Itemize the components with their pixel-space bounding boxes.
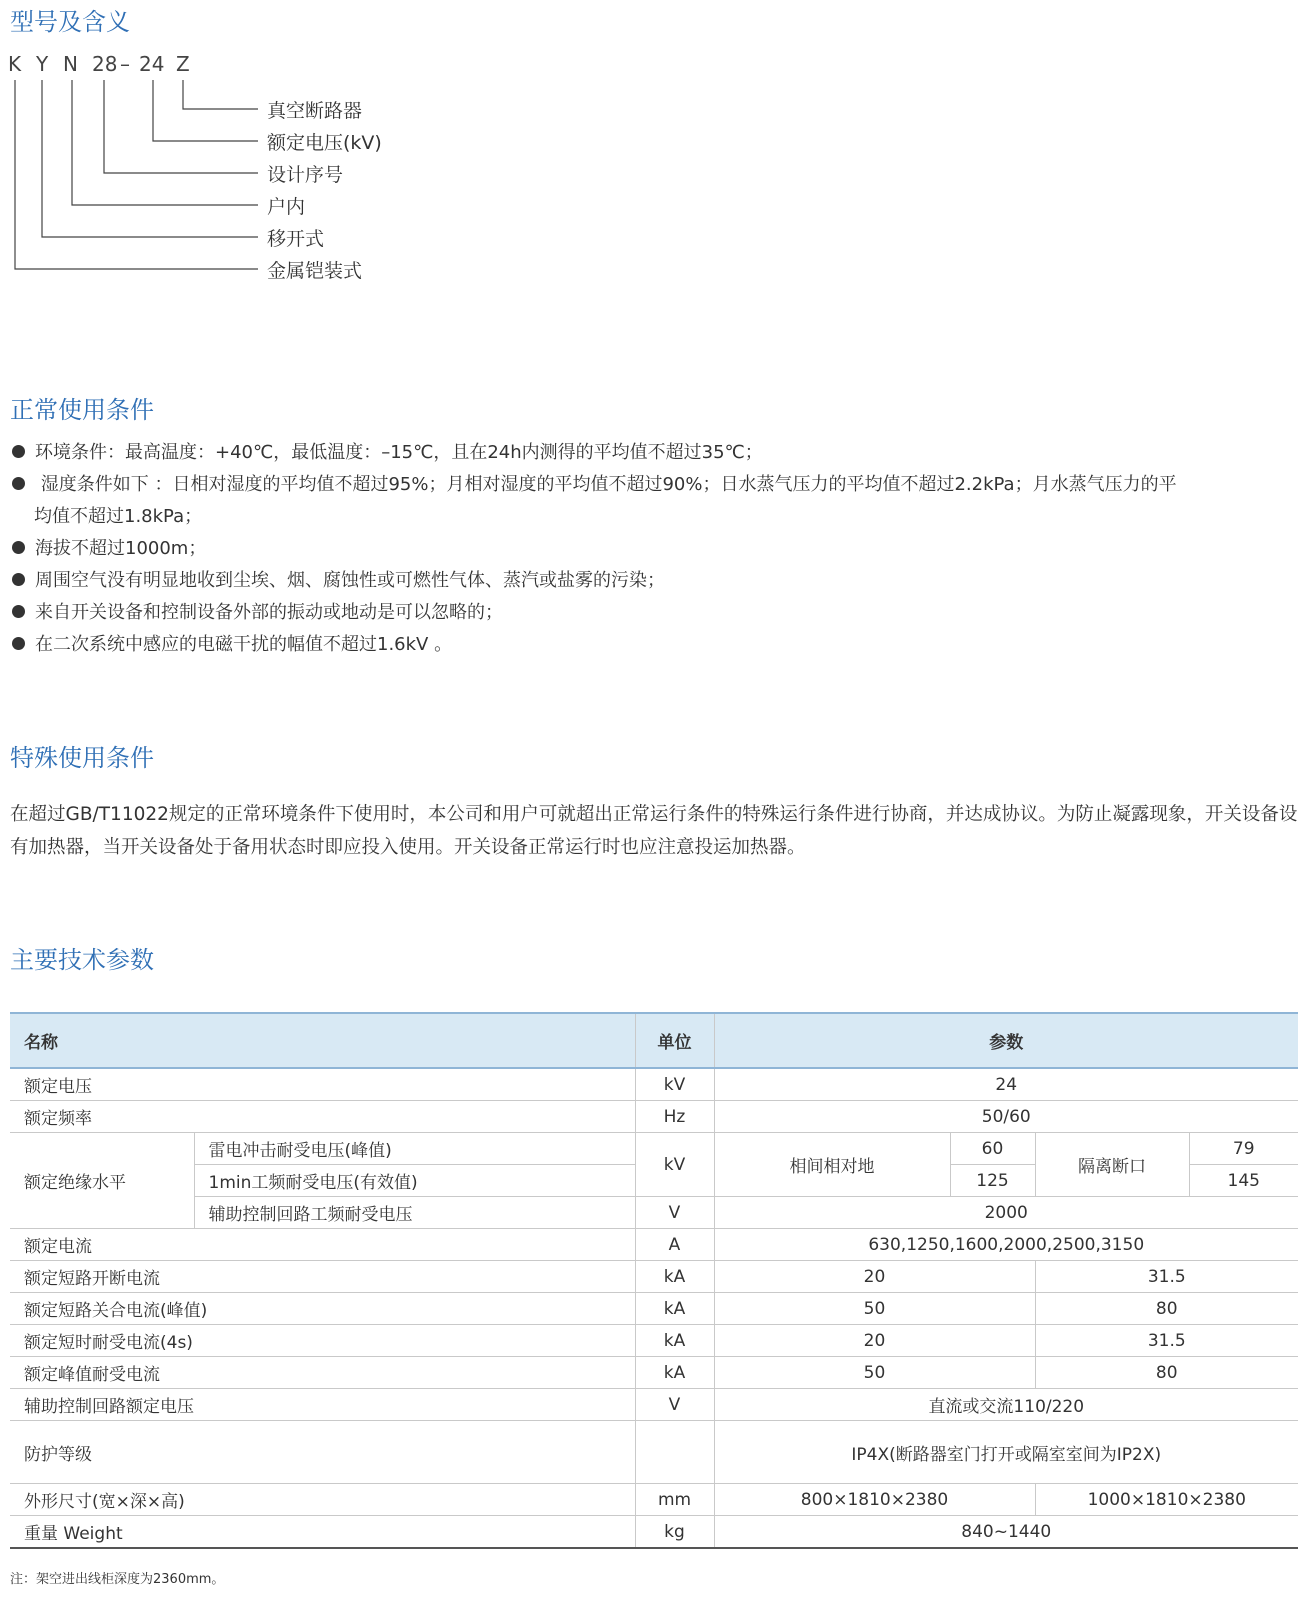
cell-phase-label: 相间相对地: [714, 1133, 950, 1197]
cell-value: 60: [950, 1133, 1035, 1165]
special-conditions-text: 在超过GB/T11022规定的正常环境条件下使用时，本公司和用户可就超出正常运行条件的特殊运行条件进行协商，并达成协议。为防止凝露现象，开关设备设有加热器，当开关设备处于备用状态时即应投入使用。开关设备正常运行时也应注意投运加热器。: [10, 804, 1298, 858]
cell-name: 额定绝缘水平: [10, 1133, 194, 1229]
table-row: [10, 1197, 1298, 1229]
list-item-text: 在二次系统中感应的电磁干扰的幅值不超过1.6kV 。: [35, 634, 453, 655]
table-row: [10, 1261, 1298, 1293]
cell-name: 辅助控制回路额定电压: [10, 1389, 635, 1421]
cell-name: 额定电流: [10, 1229, 635, 1261]
model-meaning: 真空断路器: [267, 100, 363, 122]
table-row: [10, 1357, 1298, 1389]
cell-subname: 1min工频耐受电压(有效值): [194, 1165, 635, 1197]
list-item: [12, 469, 1297, 527]
cell-iso-label: 隔离断口: [1035, 1133, 1189, 1197]
cell-unit: kA: [635, 1357, 714, 1389]
col-header-param: 参数: [714, 1013, 1298, 1068]
cell-name: 外形尺寸(宽×深×高): [10, 1484, 635, 1516]
cell-unit: V: [635, 1197, 714, 1229]
section-title-special: 特殊使用条件: [10, 744, 154, 772]
table-row: [10, 1484, 1298, 1516]
cell-value: 50: [714, 1293, 1035, 1325]
cell-value: 800×1810×2380: [714, 1484, 1035, 1516]
list-item-text: 湿度条件如下 ：日相对湿度的平均值不超过95%；月相对湿度的平均值不超过90%；日水蒸气压力的平均值不超过2.2kPa；月水蒸气压力的平: [35, 474, 1177, 495]
model-code-part: 28: [92, 52, 118, 76]
bullet-icon: [12, 541, 25, 554]
model-code-part: N: [63, 52, 78, 76]
list-item-text: 周围空气没有明显地收到尘埃、烟、腐蚀性或可燃性气体、蒸汽或盐雾的污染；: [35, 570, 665, 591]
footnote: 注：架空进出线柜深度为2360mm。: [10, 1572, 225, 1587]
section-title-model: 型号及含义: [10, 8, 130, 36]
cell-unit: mm: [635, 1484, 714, 1516]
table-row: [10, 1516, 1298, 1549]
cell-unit: A: [635, 1229, 714, 1261]
table-row: [10, 1068, 1298, 1101]
cell-value: 直流或交流110/220: [714, 1389, 1298, 1421]
cell-unit: V: [635, 1389, 714, 1421]
cell-value: 50/60: [714, 1101, 1298, 1133]
cell-name: 额定短路开断电流: [10, 1261, 635, 1293]
cell-name: 重量 Weight: [10, 1516, 635, 1549]
list-item: [12, 437, 1297, 469]
cell-value: 24: [714, 1068, 1298, 1101]
col-header-unit: 单位: [635, 1013, 714, 1068]
cell-unit: Hz: [635, 1101, 714, 1133]
section-title-normal: 正常使用条件: [10, 396, 154, 424]
bullet-icon: [12, 573, 25, 586]
list-item-text: 来自开关设备和控制设备外部的振动或地动是可以忽略的；: [35, 602, 503, 623]
cell-value: 80: [1035, 1293, 1298, 1325]
cell-unit: kV: [635, 1133, 714, 1197]
cell-unit: kA: [635, 1293, 714, 1325]
cell-name: 额定频率: [10, 1101, 635, 1133]
cell-value: 2000: [714, 1197, 1298, 1229]
model-meaning: 设计序号: [267, 164, 344, 186]
section-title-params: 主要技术参数: [10, 946, 154, 974]
cell-name: 防护等级: [10, 1421, 635, 1484]
cell-value: 50: [714, 1357, 1035, 1389]
cell-name: 额定短路关合电流(峰值): [10, 1293, 635, 1325]
cell-value: 840~1440: [714, 1516, 1298, 1549]
col-header-name: 名称: [10, 1013, 635, 1068]
cell-value: 31.5: [1035, 1325, 1298, 1357]
list-item-text: 海拔不超过1000m；: [35, 538, 207, 559]
cell-subname: 雷电冲击耐受电压(峰值): [194, 1133, 635, 1165]
cell-name: 额定峰值耐受电流: [10, 1357, 635, 1389]
list-item: [12, 629, 1297, 661]
cell-value: 20: [714, 1261, 1035, 1293]
list-item-text: 环境条件：最高温度：+40℃，最低温度：–15℃，且在24h内测得的平均值不超过35℃；: [35, 442, 763, 463]
cell-value: 125: [950, 1165, 1035, 1197]
table-header-row: [10, 1013, 1298, 1068]
cell-value: 79: [1189, 1133, 1298, 1165]
model-meaning: 额定电压(kV): [267, 132, 382, 154]
cell-unit: kA: [635, 1261, 714, 1293]
model-code-part: K: [8, 52, 22, 76]
cell-value: 1000×1810×2380: [1035, 1484, 1298, 1516]
model-code-part: Y: [36, 52, 49, 76]
table-row: [10, 1421, 1298, 1484]
bullet-icon: [12, 477, 25, 490]
list-item-text-continued: 均值不超过1.8kPa；: [34, 506, 203, 527]
table-row: [10, 1325, 1298, 1357]
model-code-part: Z: [176, 52, 190, 76]
table-row: [10, 1293, 1298, 1325]
cell-value: 145: [1189, 1165, 1298, 1197]
table-row: [10, 1389, 1298, 1421]
cell-value: 20: [714, 1325, 1035, 1357]
list-item: [12, 533, 1297, 565]
model-meaning: 移开式: [267, 228, 325, 250]
cell-value: 630,1250,1600,2000,2500,3150: [714, 1229, 1298, 1261]
spec-table: [10, 1012, 1298, 1549]
cell-subname: 辅助控制回路工频耐受电压: [194, 1197, 635, 1229]
cell-unit: kA: [635, 1325, 714, 1357]
table-row: [10, 1229, 1298, 1261]
model-meaning: 金属铠装式: [267, 260, 363, 282]
bullet-icon: [12, 637, 25, 650]
bullet-icon: [12, 605, 25, 618]
model-code-part: 24: [139, 52, 165, 76]
list-item: [12, 597, 1297, 629]
cell-unit: kg: [635, 1516, 714, 1549]
cell-value: 31.5: [1035, 1261, 1298, 1293]
list-item: [12, 565, 1297, 597]
model-connector-lines: [0, 0, 270, 290]
cell-unit: [635, 1421, 714, 1484]
bullet-icon: [12, 445, 25, 458]
cell-name: 额定短时耐受电流(4s): [10, 1325, 635, 1357]
model-code-part: –: [120, 52, 130, 76]
table-row: [10, 1133, 1298, 1165]
cell-name: 额定电压: [10, 1068, 635, 1101]
table-row: [10, 1101, 1298, 1133]
cell-value: IP4X(断路器室门打开或隔室室间为IP2X): [714, 1421, 1298, 1484]
cell-unit: kV: [635, 1068, 714, 1101]
cell-value: 80: [1035, 1357, 1298, 1389]
model-meaning: 户内: [267, 196, 306, 218]
